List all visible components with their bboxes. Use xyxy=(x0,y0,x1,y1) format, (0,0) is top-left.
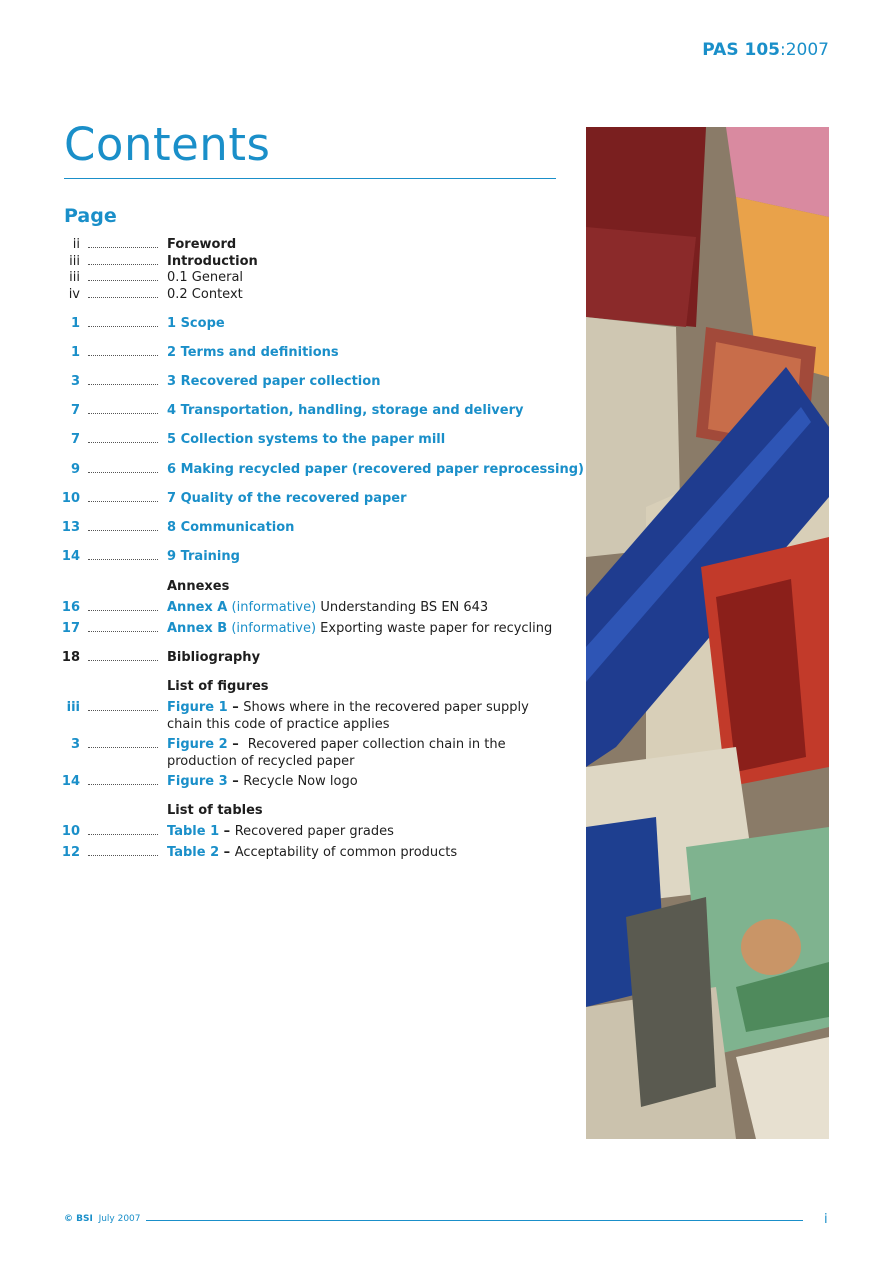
toc-entry: Table 2 – Acceptability of common products xyxy=(167,845,458,860)
dot-leader xyxy=(88,236,158,248)
dot-leader xyxy=(88,649,158,661)
toc-entry: Introduction xyxy=(167,254,258,269)
toc-page-number: 16 xyxy=(61,600,80,615)
toc-entry: 0.1 General xyxy=(167,270,244,285)
toc-page-number: 12 xyxy=(61,845,80,860)
footer-divider xyxy=(146,1220,803,1221)
toc-page-number: 3 xyxy=(70,737,80,752)
toc-row[interactable] xyxy=(58,548,558,566)
toc-entry: 2 Terms and definitions xyxy=(167,345,339,360)
toc-entry: 4 Transportation, handling, storage and delivery xyxy=(167,403,524,418)
toc-row[interactable] xyxy=(58,599,558,617)
toc-entry: Table 1 – Recovered paper grades xyxy=(167,824,394,839)
toc-page-number: 3 xyxy=(70,374,80,389)
dot-leader xyxy=(88,699,158,711)
page-title: Contents xyxy=(64,118,271,171)
dot-leader xyxy=(88,461,158,473)
toc-entry: 8 Communication xyxy=(167,520,295,535)
toc-row[interactable] xyxy=(58,236,558,254)
toc-page-number: ii xyxy=(72,237,80,252)
dot-leader xyxy=(88,373,158,385)
toc-entry: 3 Recovered paper collection xyxy=(167,374,381,389)
toc-page-number: 18 xyxy=(61,650,80,665)
section-heading xyxy=(58,802,558,820)
dot-leader xyxy=(88,620,158,632)
toc-entry: 1 Scope xyxy=(167,316,225,331)
page-column-heading: Page xyxy=(64,205,117,227)
toc-page-number: 9 xyxy=(70,462,80,477)
toc-entry: Figure 1 – Shows where in the recovered paper supply chain this code of practice applies xyxy=(167,700,529,732)
dot-leader xyxy=(88,253,158,265)
document-code: PAS 105:2007 xyxy=(702,40,829,60)
toc-entry: Figure 3 – Recycle Now logo xyxy=(167,774,358,789)
tables-heading: List of tables xyxy=(167,803,263,818)
dot-leader xyxy=(88,431,158,443)
toc-row[interactable] xyxy=(58,269,558,287)
toc-row[interactable] xyxy=(58,286,558,304)
toc-row[interactable] xyxy=(58,461,584,479)
toc-page-number: 7 xyxy=(70,403,80,418)
dot-leader xyxy=(88,315,158,327)
section-heading xyxy=(58,578,558,596)
toc-row[interactable] xyxy=(58,844,558,862)
toc-page-number: 17 xyxy=(61,621,80,636)
figures-heading: List of figures xyxy=(167,679,269,694)
toc-row[interactable] xyxy=(58,699,558,733)
toc-entry: Figure 2 – Recovered paper collection chain in the production of recycled paper xyxy=(167,737,506,769)
toc-entry: 6 Making recycled paper (recovered paper reprocessing) xyxy=(167,462,584,477)
toc-page-number: iii xyxy=(66,700,80,715)
title-divider xyxy=(64,178,556,179)
collage-illustration xyxy=(586,127,829,1139)
toc-row[interactable] xyxy=(58,490,558,508)
toc-entry: 7 Quality of the recovered paper xyxy=(167,491,407,506)
toc-row[interactable] xyxy=(58,620,558,638)
toc-entry: Annex B (informative) Exporting waste paper for recycling xyxy=(167,621,553,636)
toc-row[interactable] xyxy=(58,823,558,841)
dot-leader xyxy=(88,844,158,856)
toc-page-number: 1 xyxy=(70,316,80,331)
toc-page-number: iii xyxy=(69,254,80,269)
toc-page-number: 14 xyxy=(61,774,80,789)
section-heading xyxy=(58,678,558,696)
dot-leader xyxy=(88,269,158,281)
dot-leader xyxy=(88,490,158,502)
toc-row[interactable] xyxy=(58,344,558,362)
toc-row[interactable] xyxy=(58,773,558,791)
toc-entry: Bibliography xyxy=(167,650,261,665)
toc-entry: Annex A (informative) Understanding BS EN 643 xyxy=(167,600,489,615)
toc-entry: 9 Training xyxy=(167,549,240,564)
toc-page-number: iv xyxy=(68,287,80,302)
dot-leader xyxy=(88,823,158,835)
toc-row[interactable] xyxy=(58,373,558,391)
footer-page-number: i xyxy=(824,1212,828,1227)
toc-row[interactable] xyxy=(58,649,558,667)
toc-page-number: 1 xyxy=(70,345,80,360)
toc-row[interactable] xyxy=(58,315,558,333)
dot-leader xyxy=(88,286,158,298)
toc-page-number: 14 xyxy=(61,549,80,564)
toc-row[interactable] xyxy=(58,736,558,770)
recycled-paper-collage-image xyxy=(586,127,829,1139)
toc-page-number: 10 xyxy=(61,824,80,839)
dot-leader xyxy=(88,736,158,748)
toc-page-number: 10 xyxy=(61,491,80,506)
toc-row[interactable] xyxy=(58,402,558,420)
dot-leader xyxy=(88,344,158,356)
toc-entry: 0.2 Context xyxy=(167,287,243,302)
toc-page-number: iii xyxy=(69,270,80,285)
toc-page-number: 7 xyxy=(70,432,80,447)
dot-leader xyxy=(88,548,158,560)
dot-leader xyxy=(88,519,158,531)
toc-page-number: 13 xyxy=(61,520,80,535)
toc-entry: 5 Collection systems to the paper mill xyxy=(167,432,446,447)
dot-leader xyxy=(88,402,158,414)
toc-row[interactable] xyxy=(58,519,558,537)
annexes-heading: Annexes xyxy=(167,579,230,594)
footer-copyright: © BSI July 2007 xyxy=(64,1214,141,1224)
toc-row[interactable] xyxy=(58,431,558,449)
toc-entry: Foreword xyxy=(167,237,237,252)
dot-leader xyxy=(88,599,158,611)
dot-leader xyxy=(88,773,158,785)
